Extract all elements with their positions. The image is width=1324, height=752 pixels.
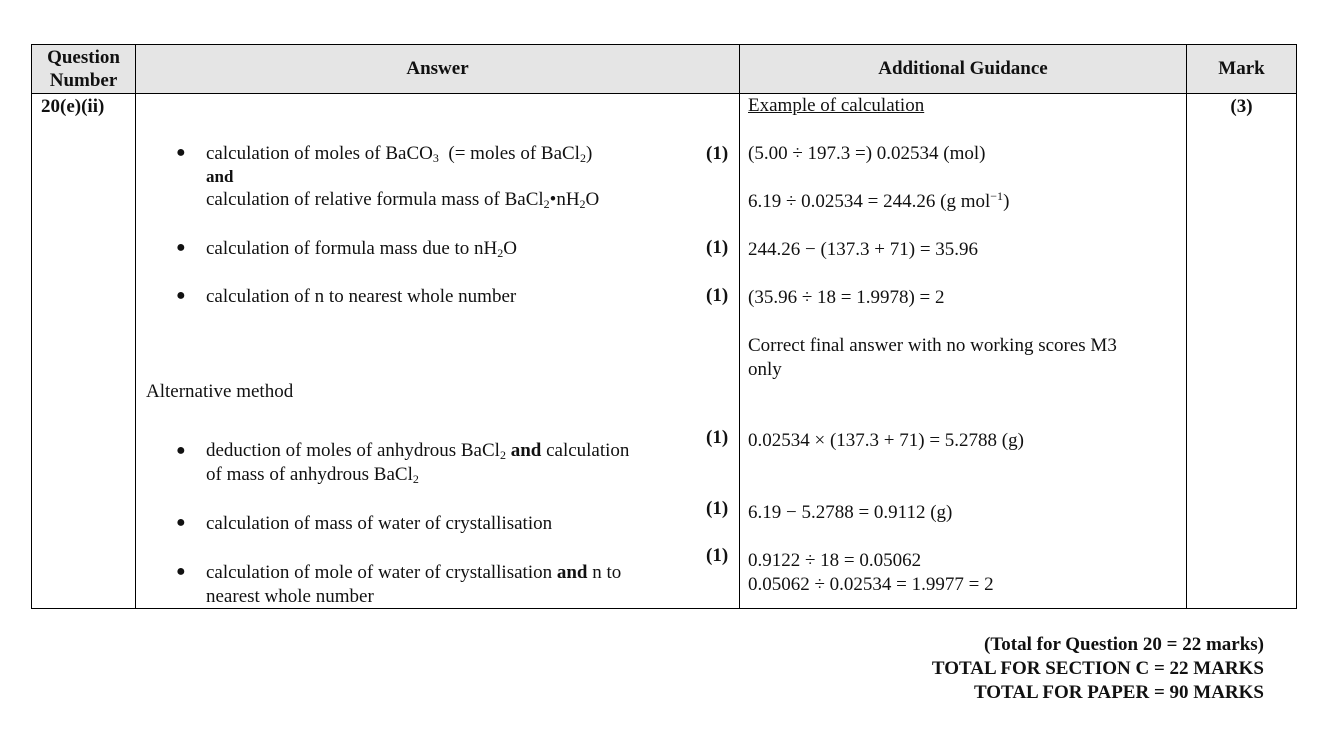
bullet-icon: ● (176, 239, 186, 256)
paper-total: TOTAL FOR PAPER = 90 MARKS (973, 682, 1264, 703)
question-total: (Total for Question 20 = 22 marks) (984, 634, 1264, 655)
section-total: TOTAL FOR SECTION C = 22 MARKS (931, 658, 1264, 679)
guidance-g2: 6.19 ÷ 0.02534 = 244.26 (g mol$^{-1}$) (748, 189, 1010, 212)
header-answer: Answer (136, 45, 740, 94)
mark-tag: (1) (706, 545, 729, 566)
answer-row (32, 94, 1297, 609)
answer-b4-line1: deduction of moles of anhydrous BaCl$_2$ and calculation (206, 440, 630, 462)
mark-tag: (1) (706, 427, 729, 448)
guidance-g7: 6.19 − 5.2788 = 0.9112 (g) (748, 502, 953, 523)
mark-tag: (1) (706, 498, 729, 519)
header-row (32, 45, 1297, 94)
guidance-example-heading: Example of calculation (748, 95, 925, 116)
question-number-cell (32, 94, 136, 609)
mark-tag: (1) (706, 143, 729, 164)
mark-scheme-table (31, 44, 1297, 609)
total-mark: (3) (1230, 96, 1253, 117)
guidance-g5-line2: only (748, 359, 782, 380)
header-mark: Mark (1187, 45, 1297, 94)
header-question-number: Question Number (32, 45, 136, 94)
answer-b5: calculation of mass of water of crystallisation (206, 513, 553, 534)
answer-b1-line1: calculation of moles of BaCO$_3$ (= moles of BaCl$_2$) (206, 143, 593, 165)
mark-cell (1187, 94, 1297, 609)
mark-tag: (1) (706, 285, 729, 306)
bullet-icon: ● (176, 287, 186, 304)
bullet-icon: ● (176, 514, 186, 531)
guidance-g4: (35.96 ÷ 18 = 1.9978) = 2 (748, 287, 945, 308)
guidance-cell (740, 94, 1187, 609)
answer-b3: calculation of n to nearest whole number (206, 286, 517, 307)
alternative-method-heading: Alternative method (146, 381, 294, 402)
answer-b6-line2: nearest whole number (206, 586, 374, 607)
answer-b4-line2: of mass of anhydrous BaCl$_2$ (206, 464, 419, 486)
mark-tag: (1) (706, 237, 729, 258)
guidance-g1: (5.00 ÷ 197.3 =) 0.02534 (mol) (748, 143, 986, 164)
totals-block (932, 633, 1264, 705)
answer-b2: calculation of formula mass due to $nH_2O$ (206, 238, 517, 260)
answer-cell (136, 94, 740, 609)
header-guidance: Additional Guidance (740, 45, 1187, 94)
guidance-g3: 244.26 − (137.3 + 71) = 35.96 (748, 239, 979, 260)
guidance-g6: 0.02534 × (137.3 + 71) = 5.2788 (g) (748, 430, 1024, 451)
guidance-g5-line1: Correct final answer with no working scores M3 (748, 335, 1117, 356)
answer-b1-and: and (206, 167, 234, 186)
bullet-icon: ● (176, 563, 186, 580)
bullet-icon: ● (176, 144, 186, 161)
bullet-icon: ● (176, 442, 186, 459)
answer-b6-line1: calculation of mole of water of crystallisation and n to (206, 562, 622, 583)
guidance-g8-line2: 0.05062 ÷ 0.02534 = 1.9977 = 2 (748, 574, 994, 595)
answer-b1-line3: calculation of relative formula mass of $BaCl_2•nH_2O$ (206, 189, 600, 211)
question-number: 20(e)(ii) (41, 96, 105, 117)
guidance-g8-line1: 0.9122 ÷ 18 = 0.05062 (748, 550, 922, 571)
